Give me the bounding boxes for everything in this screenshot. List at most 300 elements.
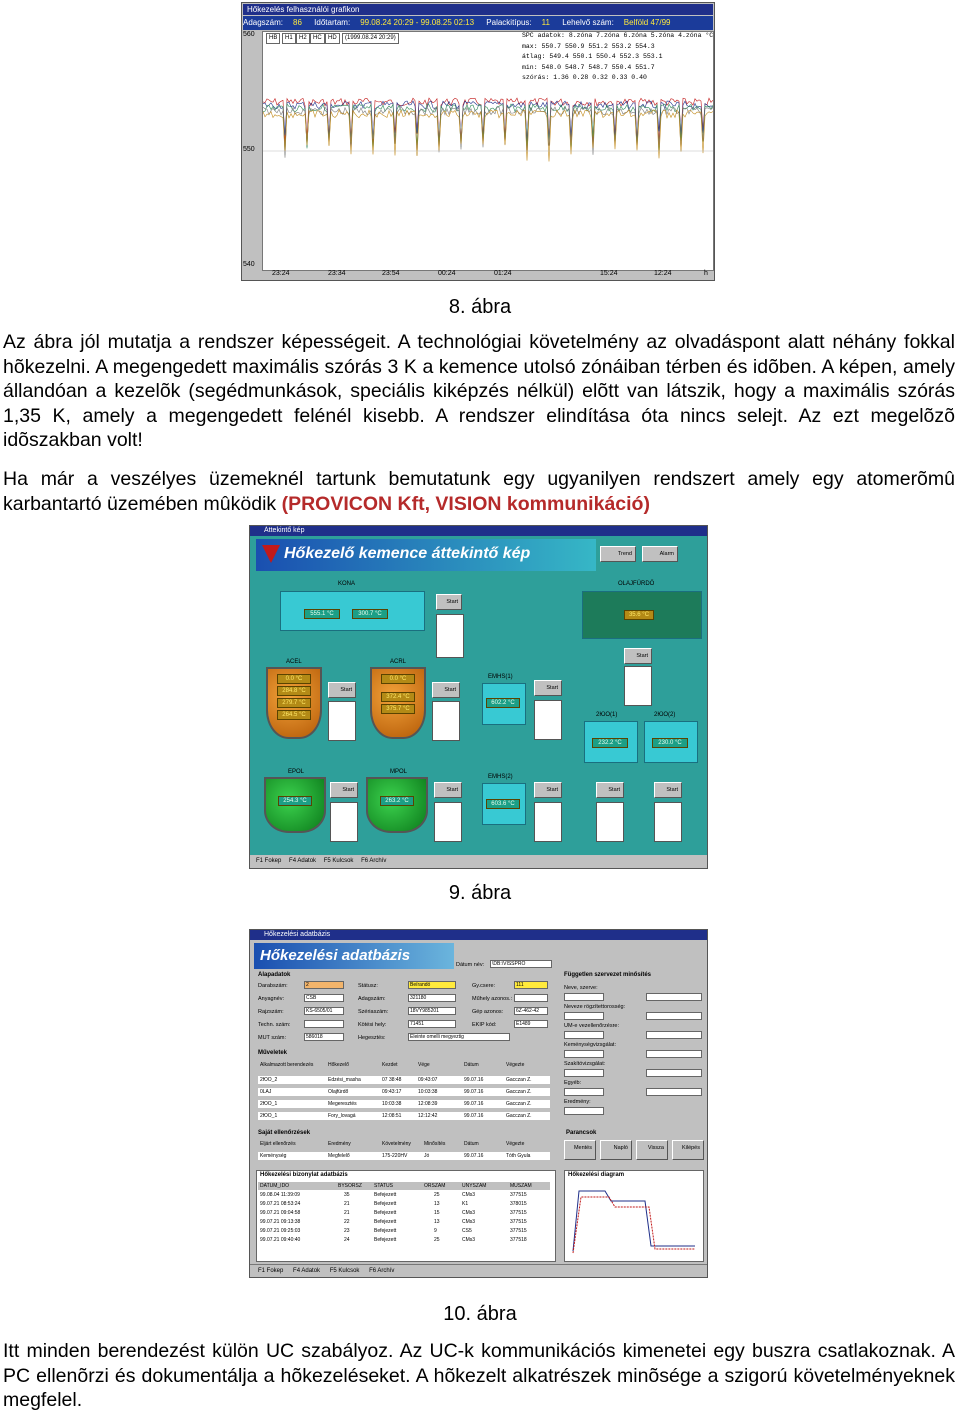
tab-kulcsok[interactable]: F5 Kulcsok — [329, 1268, 360, 1274]
right-field[interactable] — [564, 993, 604, 1001]
database-header — [254, 943, 454, 969]
acel-temp-2: 284.8 °C — [277, 686, 311, 696]
stats-cell: 550.1 — [572, 53, 593, 60]
right-label: Neveze rögzítettorosség: — [564, 1004, 626, 1010]
figure-10-database-window — [249, 929, 708, 1278]
rajzszam-field[interactable]: KS-6505/01 — [304, 1007, 344, 1015]
table-cell: 25 — [434, 1192, 440, 1198]
table-cell: 99.07.21 09:25:03 — [260, 1228, 301, 1234]
field-label: Hegesztés: — [358, 1035, 386, 1041]
stats-cell: 550.4 — [611, 63, 632, 71]
grid-header-cell: Alkalmazott berendezés — [260, 1062, 314, 1068]
table-cell: CMs3 — [462, 1210, 476, 1216]
emhs2-start-button[interactable] — [534, 782, 562, 798]
statusz-field[interactable]: Beírandó — [408, 981, 456, 989]
table-cell: 99.07.16 — [464, 1089, 484, 1095]
stats-cell: 549.4 — [549, 53, 569, 60]
exit-button[interactable] — [672, 1140, 704, 1160]
stats-header-cell: 7.zóna — [596, 32, 620, 39]
mpol-start-button[interactable] — [434, 782, 462, 798]
spc-statistics — [522, 31, 714, 84]
batch-info-bar — [243, 16, 713, 30]
right-field[interactable] — [646, 1031, 702, 1039]
y-tick-label: 540 — [243, 261, 255, 268]
stats-header-cell: 6.zóna — [623, 32, 647, 39]
stats-cell: 548.7 — [564, 63, 585, 71]
acrl-temp-1: 0.0 °C — [381, 674, 415, 684]
sajat-title: Saját ellenőrzések — [258, 1130, 311, 1136]
field-label: Műhely azonos.: — [472, 996, 513, 1002]
table-cell: 21 — [344, 1201, 350, 1207]
table-cell: CMs3 — [462, 1219, 476, 1225]
zsoo1-temp: 232.2 °C — [592, 738, 628, 748]
techn-szam-field[interactable] — [304, 1020, 344, 1028]
right-label: Neve, szerve: — [564, 985, 598, 991]
emhs1-label: EMHS(1) — [488, 674, 513, 680]
muveletek-title: Műveletek — [258, 1050, 288, 1056]
log-button-label: Napló — [613, 1145, 628, 1151]
table-cell: 0LAJ — [260, 1089, 272, 1095]
right-field[interactable] — [564, 1050, 604, 1058]
grid-header-cell: Követelmény — [382, 1141, 411, 1147]
acrl-start-button[interactable] — [432, 682, 460, 698]
field-label: Gy.csere: — [472, 983, 496, 989]
trend-button-label: Trend — [617, 551, 632, 557]
idotartam-label: Időtartam: — [314, 18, 351, 27]
table-cell: Befejezett — [374, 1192, 397, 1198]
kona-temp-2: 300.7 °C — [352, 609, 388, 619]
paragraph-2-text: Ha már a veszélyes üzemeknél tartunk bemutatunk egy ugyanilyen rendszert amely egy atomerõmû karbantartó üzemében mûködik — [3, 468, 955, 515]
stats-cell: 551.7 — [635, 63, 655, 71]
stats-cell: 0.33 — [611, 74, 628, 81]
stats-unit: °C — [705, 32, 714, 39]
stats-cell: 550.9 — [564, 42, 585, 50]
acel-temp-4: 264.5 °C — [277, 710, 311, 720]
adagszam-label: Adagszám: — [243, 18, 284, 27]
table-cell: 99.07.16 — [464, 1113, 484, 1119]
table-cell: 99.08.04 11:39:09 — [260, 1192, 300, 1198]
idotartam-value: 99.08.24 20:29 - 99.08.25 02:13 — [360, 18, 475, 27]
x-tick-label: 01:24 — [494, 270, 512, 277]
table-cell: CMs3 — [462, 1192, 476, 1198]
table-cell: 2ЮО_1 — [260, 1101, 278, 1107]
right-field[interactable] — [564, 1088, 604, 1096]
tab-adatok[interactable]: F4 Adatok — [289, 858, 317, 864]
right-label: Keménységvizsgálat: — [564, 1042, 616, 1048]
darabszam-field[interactable]: 2 — [304, 981, 344, 989]
start-button-label: Start — [608, 787, 620, 793]
stats-cell: 548.7 — [588, 63, 608, 71]
bottom-tab-bar — [250, 855, 707, 868]
stats-cell: 0.32 — [592, 74, 608, 81]
alapadatok-title: Alapadatok — [258, 972, 291, 978]
table-cell: 2ЮО_2 — [260, 1077, 278, 1083]
gycsere-field[interactable]: 111 — [514, 981, 548, 989]
stats-cell: 552.3 — [619, 53, 640, 60]
table-cell: 09:43:17 — [382, 1089, 402, 1095]
field-label: EKIP kód: — [472, 1022, 497, 1028]
table-cell: 15 — [434, 1210, 440, 1216]
acrl-label: ACRL — [390, 659, 407, 665]
x-tick-label: 15:24 — [600, 270, 618, 277]
table-cell: 23 — [344, 1228, 350, 1234]
table-cell: 09:43:07 — [418, 1077, 438, 1083]
mpol-status-box — [434, 802, 462, 842]
x-tick-label: 23:54 — [382, 270, 400, 277]
grid-header-cell: BYSORSZ — [338, 1183, 362, 1189]
start-button-label: Start — [546, 787, 558, 793]
diagram-lines — [565, 1171, 703, 1261]
legend-date: (1999.08.24 20:29) — [342, 33, 399, 44]
kona-label: KONA — [338, 581, 356, 587]
field-label: Státusz: — [358, 983, 378, 989]
emhs1-temp: 602.2 °C — [486, 698, 520, 708]
table-cell: Keménység — [260, 1153, 287, 1159]
palackitipus-value: 11 — [541, 18, 550, 27]
grid-header-cell: DATUM_IDO — [260, 1183, 290, 1189]
table-row[interactable] — [258, 1227, 550, 1235]
table-cell: Tóth Gyula — [506, 1153, 531, 1159]
table-cell: Befejezett — [374, 1210, 397, 1216]
tab-archiv[interactable]: F6 Archív — [361, 858, 387, 864]
grid-header-cell: Dátum — [464, 1062, 479, 1068]
window-title: Áttekintő kép — [250, 526, 707, 536]
table-cell: 99.07.16 — [464, 1077, 484, 1083]
trend-line — [263, 107, 713, 158]
checkbox-hc[interactable]: HC — [310, 33, 325, 44]
kotesi-hely-field[interactable]: 71451 — [408, 1020, 456, 1028]
table-cell: 99.07.21 08:53:24 — [260, 1201, 301, 1207]
zsoo1-label: 2ЮО(1) — [596, 712, 618, 718]
stats-row-min — [522, 63, 710, 74]
acrl-temp-3: 375.7 °C — [381, 704, 415, 714]
grid-header-row — [258, 1061, 550, 1069]
adagszam-field[interactable]: 321180 — [408, 994, 456, 1002]
table-cell: 99.07.21 09:13:38 — [260, 1219, 301, 1225]
bottom-tab-bar — [250, 1264, 707, 1277]
grid-header-cell: Dátum — [464, 1141, 479, 1147]
paragraph-2 — [3, 467, 955, 516]
start-button-label: Start — [340, 687, 352, 693]
acrl-status-box — [432, 701, 460, 741]
table-cell: 175-220HV — [382, 1153, 408, 1159]
field-label: Szériaszám: — [358, 1009, 389, 1015]
table-cell: 9 — [434, 1228, 437, 1234]
table-cell: 12:08:51 — [382, 1113, 402, 1119]
paragraph-1: Az ábra jól mutatja a rendszer képességeit. A technológiai követelmény az olvadáspont alatt néhány fokkal hõkezelni. A megengedett maximális szórás 3 K a kemence utolsó zónáiban térben és idõben. A képen, amely állandóan a kezelõk (segédmunkások, speciális kiképzés nélkül) elõtt van látszik, hogy a maximális szórás 1,35 K, amely a megengedett felénél kisebb. A rendszer elindítása óta nincs selejt. Az ezt megelõzõ idõszakban volt! — [3, 331, 955, 451]
stats-header — [522, 31, 714, 42]
table-cell: 99.07.16 — [464, 1101, 484, 1107]
table-cell: Megeresztés — [328, 1101, 357, 1107]
table-cell: CMs3 — [462, 1237, 476, 1243]
table-cell: Befejezett — [374, 1237, 397, 1243]
table-cell: Befejezett — [374, 1228, 397, 1234]
field-label: Adagszám: — [358, 996, 386, 1002]
emhs2-temp: 603.6 °C — [486, 799, 520, 809]
ekip-kod-field[interactable]: E1489 — [514, 1020, 548, 1028]
table-row[interactable] — [258, 1236, 550, 1244]
acel-start-button[interactable] — [328, 682, 356, 698]
table-row[interactable] — [258, 1076, 550, 1084]
adagszam-value: 86 — [293, 18, 302, 27]
tab-kulcsok[interactable]: F5 Kulcsok — [323, 858, 354, 864]
zsoo2-start-button[interactable] — [654, 782, 682, 798]
field-label: Techn. szám: — [258, 1022, 291, 1028]
right-label: UM-e vezellenőrzésre: — [564, 1023, 620, 1029]
stats-row-label: max: — [522, 42, 538, 50]
archive-header-row — [258, 1182, 550, 1190]
save-button[interactable] — [564, 1140, 596, 1160]
stats-row-label: átlag: — [522, 53, 546, 60]
acel-temp-1: 0.0 °C — [277, 674, 311, 684]
window-title: Hőkezelés felhasználói grafikon — [243, 4, 713, 15]
checkbox-hd[interactable]: HD — [325, 33, 340, 44]
stats-row-szoras — [522, 73, 710, 84]
x-tick-label: h — [704, 270, 708, 277]
grid-header-cell: STATUS — [374, 1183, 393, 1189]
olajfurdo-label: OLAJFÜRDŐ — [618, 581, 655, 587]
table-cell: 377515 — [510, 1192, 527, 1198]
stats-row-max — [522, 42, 710, 53]
table-cell: 10:03:38 — [418, 1089, 438, 1095]
right-field[interactable] — [646, 1069, 702, 1077]
grid-header-cell: Kezdet — [382, 1062, 398, 1068]
table-cell: 24 — [344, 1237, 350, 1243]
x-tick-label: 00:24 — [438, 270, 456, 277]
exit-button-label: Kilépés — [681, 1145, 700, 1151]
mut-szam-field[interactable]: 586018 — [304, 1033, 344, 1041]
grid-header-cell: Eredmény — [328, 1141, 351, 1147]
table-cell: Jó — [424, 1153, 430, 1159]
trend-button[interactable] — [600, 546, 636, 562]
epol-status-box — [330, 802, 358, 842]
checkbox-hb[interactable]: HB — [266, 33, 280, 44]
table-cell: 378015 — [510, 1201, 527, 1207]
table-cell: 377515 — [510, 1210, 527, 1216]
table-row[interactable] — [258, 1088, 550, 1096]
back-button[interactable] — [636, 1140, 668, 1160]
grid-header-cell: MUSZAM — [510, 1183, 532, 1189]
start-button-label: Start — [546, 685, 558, 691]
start-button-label: Start — [444, 687, 456, 693]
start-button-label: Start — [636, 653, 648, 659]
log-button[interactable] — [600, 1140, 632, 1160]
database-heading: Hőkezelési adatbázis — [260, 947, 411, 964]
table-cell: 13 — [434, 1219, 440, 1225]
figure-8-caption: 8. ábra — [448, 296, 512, 318]
kona-status-box — [436, 614, 464, 658]
table-cell: 22 — [344, 1219, 350, 1225]
anyagnev-field[interactable]: CSB — [304, 994, 344, 1002]
save-button-label: Mentés — [573, 1145, 592, 1151]
table-cell: Befejezett — [374, 1201, 397, 1207]
olajfurdo-start-button[interactable] — [624, 648, 652, 664]
field-label: MUT szám: — [258, 1035, 287, 1041]
grid-header-cell: Végezte — [506, 1062, 525, 1068]
alarm-button-label: Alarm — [659, 551, 674, 557]
emhs2-label: EMHS(2) — [488, 774, 513, 780]
table-cell: Gacczan Z. — [506, 1113, 532, 1119]
right-field[interactable] — [564, 1031, 604, 1039]
stats-cell: 550.7 — [541, 42, 562, 50]
figure-9-overview-window — [249, 525, 708, 869]
stats-cell: 554.3 — [635, 42, 655, 50]
x-tick-label: 12:24 — [654, 270, 672, 277]
stats-row-label: szórás: — [522, 74, 550, 81]
table-row[interactable] — [258, 1112, 550, 1120]
zsoo2-status-box — [654, 802, 682, 842]
right-label: Szakítóvizsgálat: — [564, 1061, 606, 1067]
table-cell: Edzési_masha — [328, 1077, 361, 1083]
acrl-temp-2: 372.4 °C — [381, 692, 415, 702]
olajfurdo-status-box — [624, 666, 652, 706]
seriaszam-field[interactable]: 18VY985201 — [408, 1007, 456, 1015]
table-cell: 377518 — [510, 1237, 527, 1243]
table-cell: 21 — [344, 1210, 350, 1216]
table-cell: Megfelelő — [328, 1153, 350, 1159]
table-cell: 12:08:39 — [418, 1101, 438, 1107]
gep-azonos-field[interactable]: 6Z-462-42 — [514, 1007, 548, 1015]
table-cell: 99.07.21 09:40:40 — [260, 1237, 301, 1243]
kona-temp-1: 555.1 °C — [304, 609, 340, 619]
start-button-label: Start — [446, 787, 458, 793]
epol-label: EPOL — [288, 769, 305, 775]
table-cell: 07 38:48 — [382, 1077, 402, 1083]
lehelvo-value: Belföld 47/99 — [623, 18, 671, 27]
field-label: Gép azonos: — [472, 1009, 504, 1015]
table-row[interactable] — [258, 1200, 550, 1208]
grid-header-cell: ORSZAM — [424, 1183, 446, 1189]
right-field[interactable] — [646, 993, 702, 1001]
lehelvo-label: Lehelvő szám: — [562, 18, 614, 27]
stats-cell: 548.0 — [541, 63, 562, 71]
hegesztes-field[interactable]: Eleinte omelli megyeztig — [408, 1033, 510, 1041]
parancsok-title: Parancsok — [566, 1130, 597, 1136]
emhs1-start-button[interactable] — [534, 680, 562, 696]
stats-row-label: min: — [522, 63, 538, 71]
mpol-label: MPOL — [390, 769, 408, 775]
zsoo1-start-button[interactable] — [596, 782, 624, 798]
table-cell: 377515 — [510, 1219, 527, 1225]
right-field[interactable] — [564, 1107, 604, 1115]
table-cell: Gacczan Z. — [506, 1101, 532, 1107]
field-label: Kötési hely: — [358, 1022, 387, 1028]
sajat-header-row — [258, 1140, 550, 1148]
table-cell: CS5 — [462, 1228, 472, 1234]
field-label: Rajzszám: — [258, 1009, 284, 1015]
zsoo2-temp: 230.0 °C — [652, 738, 688, 748]
tab-archiv[interactable]: F6 Archív — [369, 1268, 395, 1274]
checkbox-h2[interactable]: H2 — [296, 33, 310, 44]
x-tick-label: 23:34 — [328, 270, 346, 277]
start-button-label: Start — [342, 787, 354, 793]
tab-adatok[interactable]: F4 Adatok — [293, 1268, 321, 1274]
table-row[interactable] — [258, 1209, 550, 1217]
tab-fokep[interactable]: F1 Fokep — [258, 1268, 284, 1274]
table-row[interactable] — [258, 1100, 550, 1108]
right-field[interactable] — [646, 1012, 702, 1020]
y-tick-label: 560 — [243, 31, 255, 38]
right-field[interactable] — [646, 1050, 702, 1058]
stats-cell: 553.2 — [611, 42, 632, 50]
sajat-row[interactable] — [258, 1152, 550, 1160]
diagram-title: Hőkezelési diagram — [568, 1172, 625, 1178]
datum-field[interactable]: \DB:\VISSPRO — [490, 960, 552, 968]
table-cell: 35 — [344, 1192, 350, 1198]
datum-label: Dátum név: — [456, 962, 485, 968]
stats-header-cell: 4.zóna — [678, 32, 702, 39]
stats-header-cell: 8.zóna — [568, 32, 593, 39]
grid-header-cell: Eljárt ellenőrzés — [260, 1141, 296, 1147]
table-cell: 99.07.21 09:04:58 — [260, 1210, 301, 1216]
paragraph-3: Itt minden berendezést külön UC szabályoz. Az UC-k kommunikációs kimenetei egy buszra csatlakoznak. A PC ellenõrzi és dokumentálja a hõkezeléseket. A hõkezelt alkatrészek minõsége a szigorú követelményeknek megfelel. — [3, 1340, 955, 1411]
grid-header-cell: UNYSZAM — [462, 1183, 487, 1189]
checkbox-h1[interactable]: H1 — [282, 33, 296, 44]
tab-fokep[interactable]: F1 Fokep — [256, 858, 282, 864]
stats-cell: 0.28 — [572, 74, 589, 81]
table-cell: 25 — [434, 1237, 440, 1243]
grid-header-cell: Hőkezelő — [328, 1062, 349, 1068]
grid-header-cell: Vége — [418, 1062, 430, 1068]
window-title: Hőkezelési adatbázis — [250, 930, 707, 940]
table-cell: 13 — [434, 1201, 440, 1207]
stats-header-cell: SPC adatok: — [522, 32, 565, 39]
acel-temp-3: 279.7 °C — [277, 698, 311, 708]
emhs1-status-box — [534, 700, 562, 740]
y-tick-label: 550 — [243, 146, 255, 153]
stats-cell: 1.36 — [553, 74, 569, 81]
archive-title: Hőkezelési bizonylat adatbázis — [260, 1172, 348, 1178]
zsoo1-status-box — [596, 802, 624, 842]
logo-icon — [262, 545, 280, 563]
stats-header-cell: 5.zóna — [650, 32, 675, 39]
epol-start-button[interactable] — [330, 782, 358, 798]
start-button-label: Start — [666, 787, 678, 793]
table-cell: 377515 — [510, 1228, 527, 1234]
table-cell: Befejezett — [374, 1219, 397, 1225]
stats-cell: 551.2 — [588, 42, 608, 50]
trend-line — [263, 110, 713, 162]
right-field[interactable] — [646, 1088, 702, 1096]
olajfurdo-temp: 35.6 °C — [624, 610, 654, 620]
table-cell: Gacczan Z. — [506, 1089, 532, 1095]
table-cell: 10:03:38 — [382, 1101, 402, 1107]
right-label: Egyéb: — [564, 1080, 582, 1086]
muhely-field[interactable] — [514, 994, 548, 1002]
field-label: Anyagnév: — [258, 996, 284, 1002]
paragraph-2-highlight: (PROVICON Kft, VISION kommunikáció) — [281, 492, 650, 515]
alarm-button[interactable] — [642, 546, 678, 562]
figure-10-caption: 10. ábra — [443, 1303, 517, 1325]
table-cell: Olajfürdő — [328, 1089, 349, 1095]
table-row[interactable] — [258, 1218, 550, 1226]
overview-heading: Hőkezelő kemence áttekintő kép — [284, 545, 531, 562]
back-button-label: Vissza — [647, 1145, 664, 1151]
right-field[interactable] — [564, 1012, 604, 1020]
overview-header — [256, 539, 596, 571]
table-cell: 2ЮО_1 — [260, 1113, 278, 1119]
right-field[interactable] — [564, 1069, 604, 1077]
zsoo2-label: 2ЮО(2) — [654, 712, 676, 718]
table-cell: Fory_lovagá — [328, 1113, 356, 1119]
mpol-temp: 263.2 °C — [380, 796, 414, 806]
figure-8-trend-window — [241, 2, 715, 281]
figure-9-caption: 9. ábra — [448, 882, 512, 904]
start-button-label: Start — [446, 599, 458, 605]
palackitipus-label: Palackitípus: — [486, 18, 532, 27]
table-row[interactable] — [258, 1191, 550, 1199]
kona-start-button[interactable] — [436, 594, 462, 610]
